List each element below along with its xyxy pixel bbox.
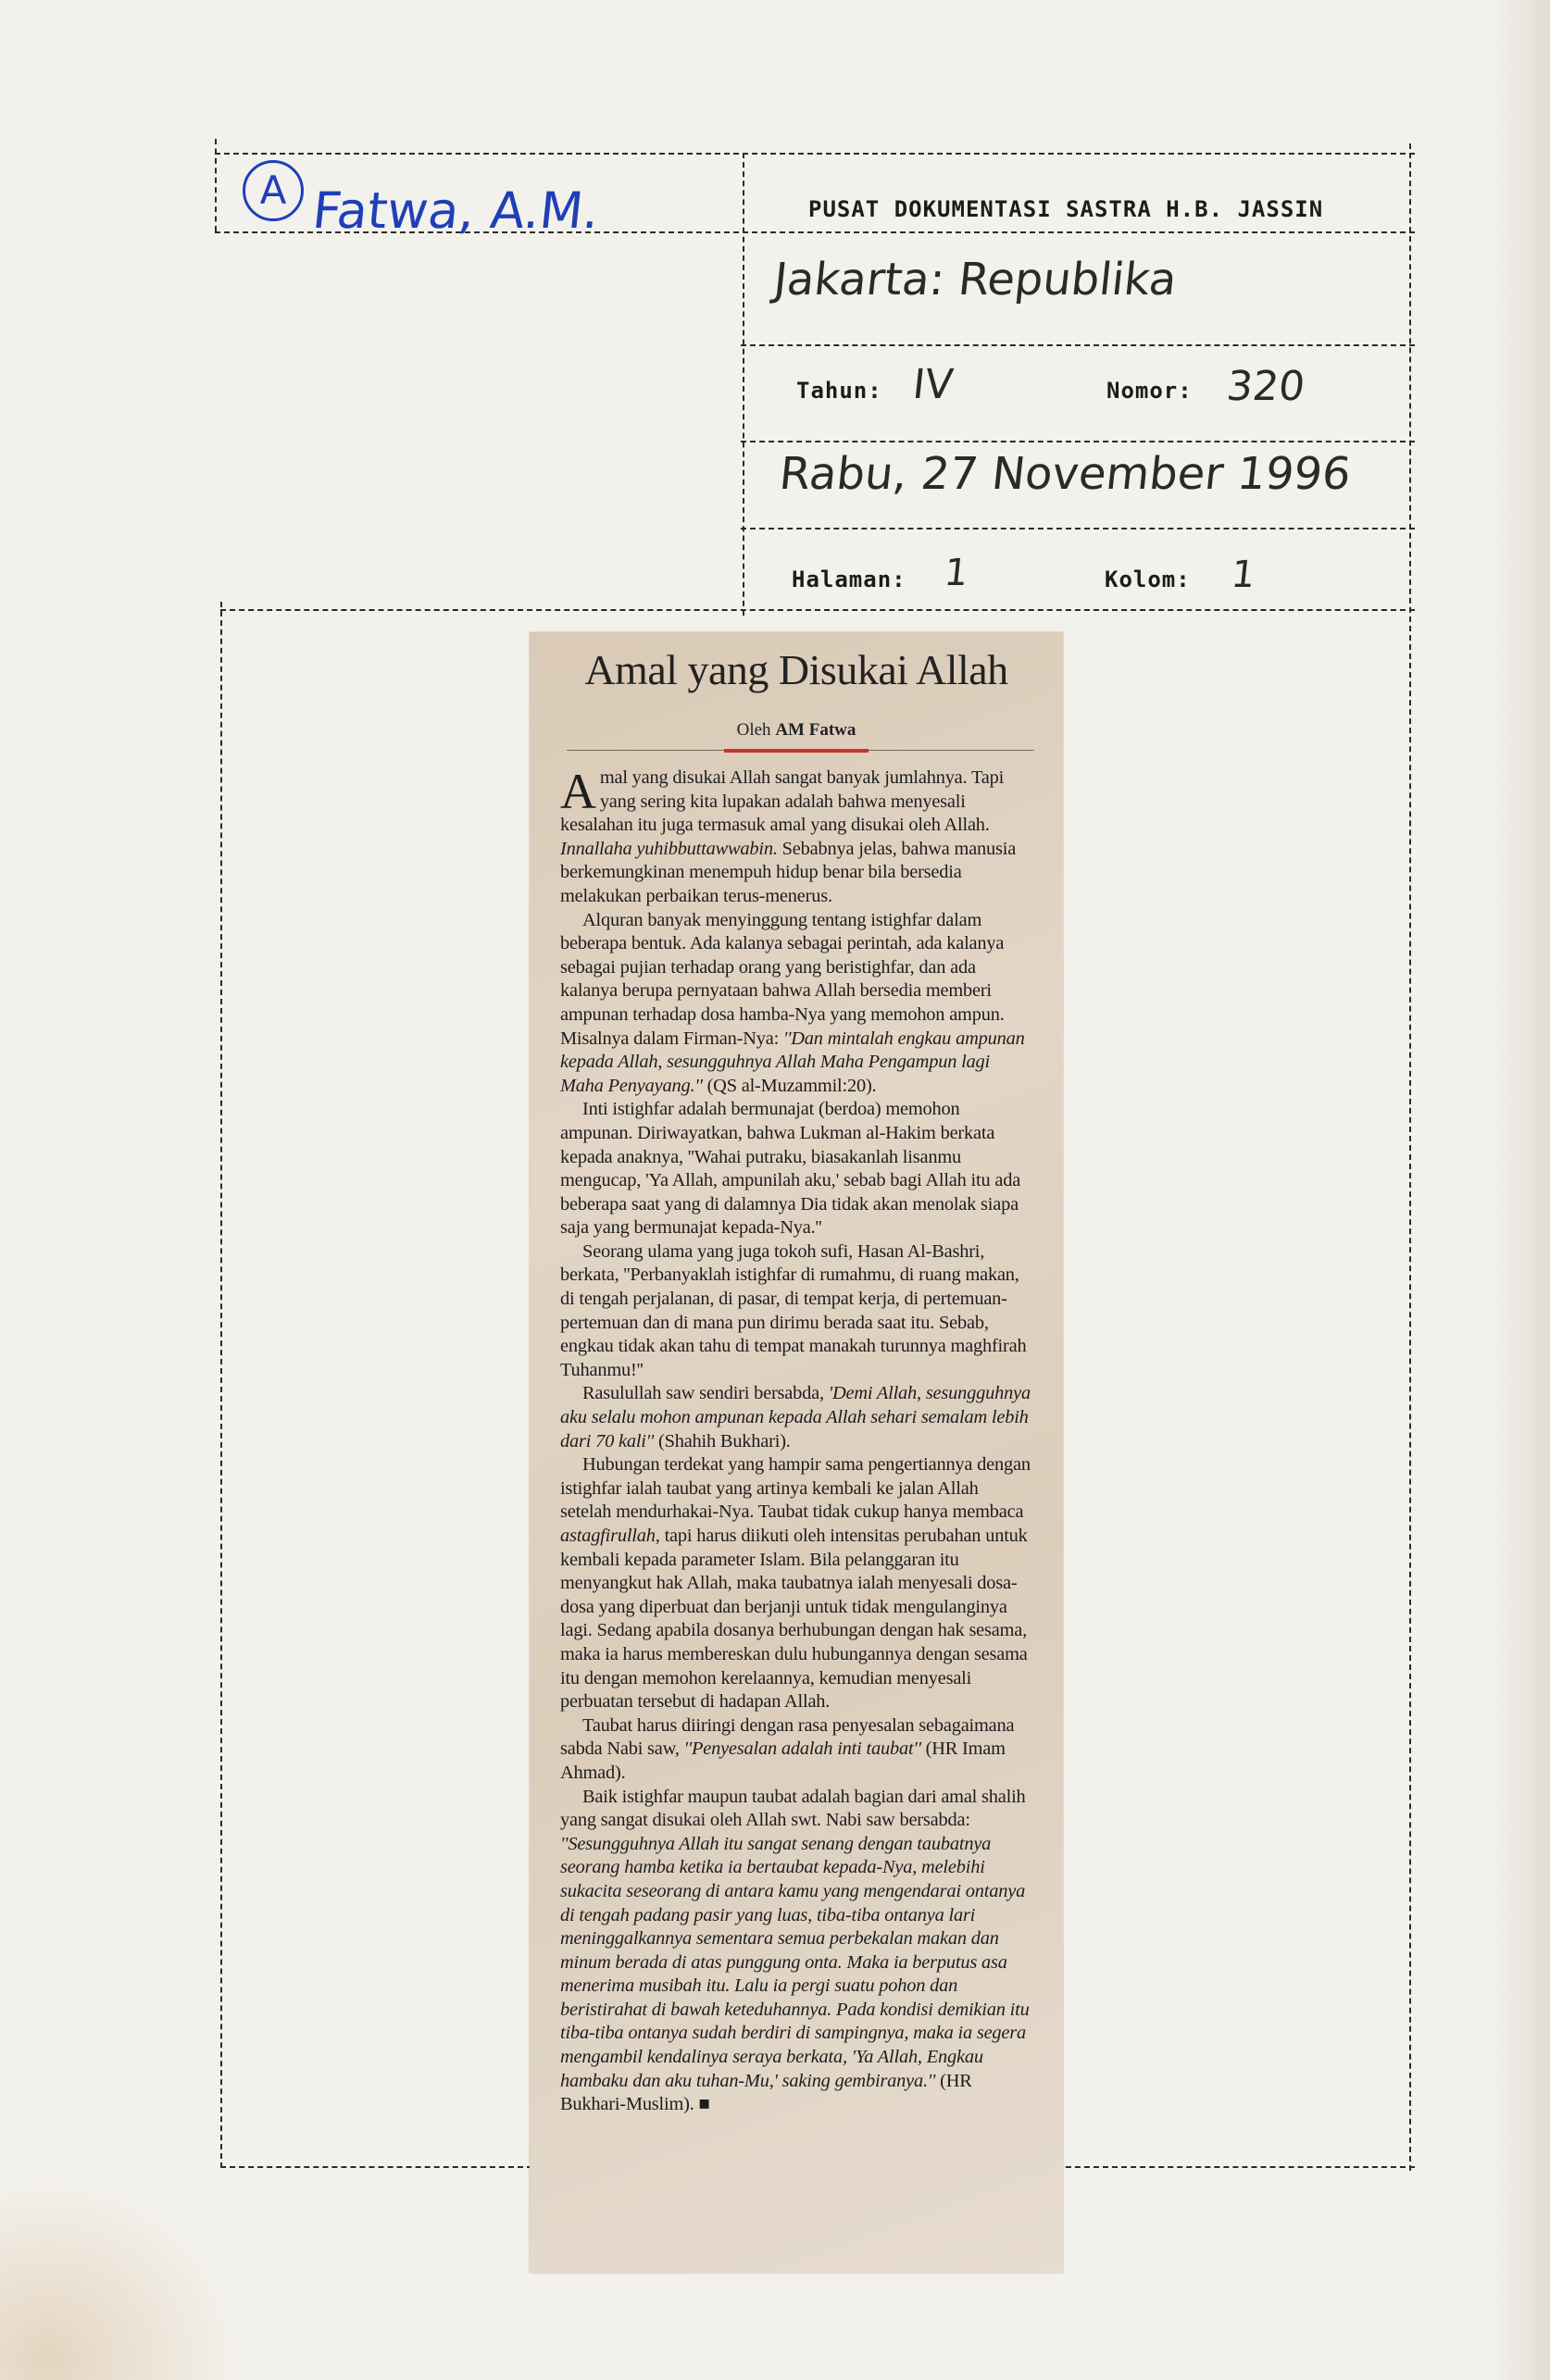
article-paragraph: Baik istighfar maupun taubat adalah bagian dari amal shalih yang sangat disukai oleh Allah swt. Nabi saw bersabda: ''Sesungguhnya Allah itu sangat senang dengan taubatnya seorang hamba ketika ia bertaubat kepada-Nya, melebihi sukacita seseorang di antara kamu yang mengendarai ontanya di tengah padang pasir yang luas, tiba-tiba ontanya lari meninggalkannya sementara semua perbekalan makan dan minum berada di atas punggung onta. Maka ia berputus asa menerima musibah itu. Lalu ia pergi suatu pohon dan beristirahat di bawah keteduhannya. Pada kondisi demikian itu tiba-tiba ontanya sudah berdiri di sampingnya, maka ia segera mengambil kendalinya seraya berkata, 'Ya Allah, Engkau hambaku dan aku tuhan-Mu,' saking gembiranya.'' (HR Bukhari-Muslim). ■ [560, 1786, 1030, 2115]
column-value: 1 [1229, 554, 1257, 596]
byline-accent-rule [724, 749, 869, 753]
article-byline [530, 720, 1063, 741]
article-paragraph: Rasulullah saw sendiri bersabda, 'Demi Allah, sesungguhnya aku selalu mohon ampunan kepada Allah sehari semalam lebih dari 70 kali'' (Shahih Bukhari). [560, 1383, 1031, 1452]
year-label: Tahun: [796, 378, 882, 404]
byline-prefix: Oleh [736, 720, 771, 740]
form-divider-line [743, 153, 744, 616]
article-paragraph: Seorang ulama yang juga tokoh sufi, Hasan Al-Bashri, berkata, ''Perbanyaklah istighfar di rumahmu, di ruang makan, di tengah perjalanan, di pasar, di tempat kerja, di pertemuan-pertemuan dan di mana pun dirimu berada saat itu. Sebab, engkau tidak akan tahu di tempat manakah turunnya maghfirah Tuhanmu!'' [560, 1240, 1027, 1380]
drop-cap: A [560, 764, 596, 819]
article-paragraph: Alquran banyak menyinggung tentang istighfar dalam beberapa bentuk. Ada kalanya sebagai perintah, ada kalanya sebagai pujian terhadap orang yang beristighfar, dan ada kalanya berupa pernyataan bahwa Allah bersedia memberi ampunan terhadap dosa hamba-Nya yang memohon ampun. Misalnya dalam Firman-Nya: ''Dan mintalah engkau ampunan kepada Allah, sesungguhnya Allah Maha Pengampun lagi Maha Penyayang.'' (QS al-Muzammil:20). [560, 909, 1025, 1096]
article-title: Amal yang Disukai Allah [584, 646, 1008, 693]
form-line [741, 528, 1415, 530]
number-label: Nomor: [1106, 378, 1193, 404]
article-paragraph: Amal yang disukai Allah sangat banyak jumlahnya. Tapi yang sering kita lupakan adalah bahwa menyesali kesalahan itu juga termasuk amal yang disukai oleh Allah. Innallaha yuhibbuttawwabin. Sebabnya jelas, bahwa manusia berkemungkinan menempuh hidup benar bila bersedia melakukan perbaikan terus-menerus. [560, 764, 1017, 906]
paper-stain [0, 2176, 241, 2380]
article-body [560, 766, 1032, 2117]
form-line [741, 344, 1415, 346]
archive-name: PUSAT DOKUMENTASI SASTRA H.B. JASSIN [808, 196, 1324, 222]
source-publication: Jakarta: Republika [771, 254, 1180, 305]
article-paragraph: Hubungan terdekat yang hampir sama pengertiannya dengan istighfar ialah taubat yang artinya kembali ke jalan Allah setelah mendurhakai-Nya. Taubat tidak cukup hanya membaca astagfirullah, tapi harus diikuti oleh intensitas perubahan untuk kembali kepada parameter Islam. Bila pelanggaran itu menyangkut hak Allah, maka taubatnya ialah menyesali dosa-dosa yang diperbuat dan berjanji untuk tidak mengulanginya lagi. Sedang apabila dosanya berhubungan dengan hak sesama, maka ia harus membereskan dulu hubungannya dengan sesama itu dengan memohon kerelaannya, kemudian menyesali perbuatan tersebut di hadapan Allah. [560, 1454, 1031, 1713]
column-label: Kolom: [1105, 567, 1191, 592]
form-line [741, 441, 1415, 442]
issue-date: Rabu, 27 November 1996 [777, 448, 1354, 500]
year-value: IV [910, 361, 956, 408]
byline-author: AM Fatwa [775, 720, 856, 740]
paper-edge [1494, 0, 1550, 2380]
form-left-line [220, 602, 222, 2168]
author-name: Fatwa, A.M. [309, 181, 603, 240]
author-code-badge: A [243, 160, 304, 221]
newspaper-clipping [530, 632, 1063, 2273]
form-line [220, 609, 1415, 611]
form-left-line [215, 139, 217, 231]
form-top-line [215, 153, 1415, 155]
page-value: 1 [942, 552, 970, 594]
article-paragraph: Taubat harus diiringi dengan rasa penyesalan sebagaimana sabda Nabi saw, ''Penyesalan adalah inti taubat'' (HR Imam Ahmad). [560, 1714, 1015, 1783]
article-paragraph: Inti istighfar adalah bermunajat (berdoa) memohon ampunan. Diriwayatkan, bahwa Lukman al-Hakim berkata kepada anaknya, ''Wahai putraku, biasakanlah lisanmu mengucap, 'Ya Allah, ampunilah aku,' sebab bagi Allah itu ada beberapa saat yang di dalamnya Dia tidak akan menolak siapa saja yang bermunajat kepada-Nya.'' [560, 1099, 1021, 1239]
number-value: 320 [1224, 363, 1307, 410]
form-right-line [1409, 143, 1411, 2171]
page-label: Halaman: [792, 567, 906, 592]
